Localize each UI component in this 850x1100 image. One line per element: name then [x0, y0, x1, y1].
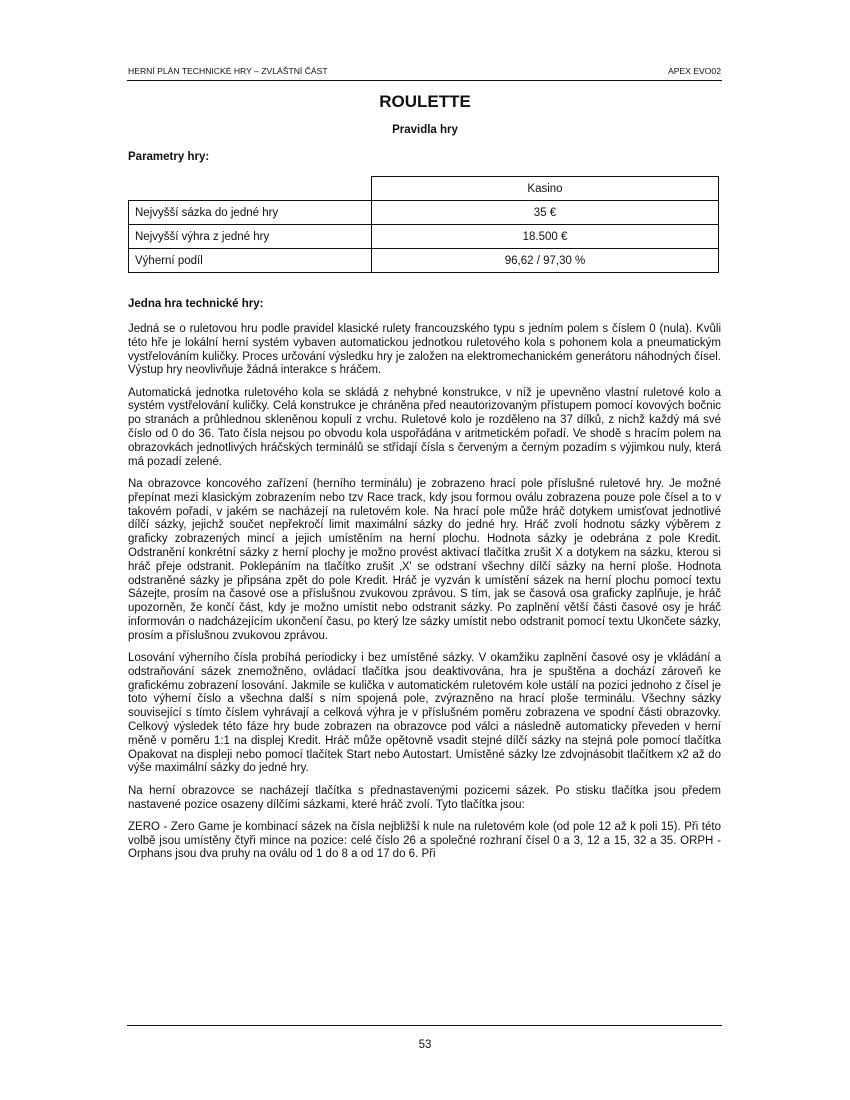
parameters-table: [128, 176, 719, 273]
table-row: [129, 201, 719, 225]
table-row-value: 96,62 / 97,30 %: [372, 249, 719, 273]
table-row-value: 18.500 €: [372, 225, 719, 249]
table-header-row: [129, 177, 719, 201]
table-header-empty-cell: [129, 177, 372, 201]
table-row-label: Nejvyšší výhra z jedné hry: [129, 225, 372, 249]
header-game-code: APEX EVO02: [667, 66, 721, 76]
section-heading: Jedna hra technické hry:: [128, 298, 264, 310]
paragraph: Na herní obrazovce se nacházejí tlačítka s přednastavenými pozicemi sázek. Po stisku tlačítka jsou předem nastavené pozice osazeny dílčími sázkami, které hráč zvolí. Tyto tlačítka jsou:: [128, 784, 721, 811]
footer-divider: [127, 1025, 722, 1026]
header-divider: [127, 80, 722, 81]
paragraph: Automatická jednotka ruletového kola se skládá z nehybné konstrukce, v níž je upevněno vlastní ruletové kolo a systém vystřelování kuličky. Celá konstrukce je chráněna před neautorizovaným přístupem pomocí kovových bočnic po stranách a průhlednou skleněnou kopulí z vrchu. Ruletové kolo je rozděleno na 37 dílků, z nichž každý má své číslo od 0 do 36. Tato čísla nejsou po obvodu kola uspořádána v aritmetickém pořadí. Ve shodě s hracím polem na obrazovkách jednotlivých hráčských terminálů se střídají čísla s červeným a černým pozadím s výjimkou nuly, která má pozadí zelené.: [128, 386, 721, 468]
page-subtitle: Pravidla hry: [392, 124, 458, 136]
table-column-header: Kasino: [372, 177, 719, 201]
paragraph: ZERO - Zero Game je kombinací sázek na čísla nejbližší k nule na ruletovém kole (od pole 12 až k poli 15). Při této volbě jsou umístěny čtyři mince na pozice: celé číslo 26 a společné rozhraní čísel 0 a 3, 12 a 15, 32 a 35. ORPH - Orphans jsou dva pruhy na oválu od 1 do 8 a od 17 do 6. Při: [128, 820, 721, 861]
table-row: [129, 225, 719, 249]
header-document-title: HERNÍ PLÁN TECHNICKÉ HRY – ZVLÁŠTNÍ ČÁST: [128, 66, 328, 76]
paragraph: Na obrazovce koncového zařízení (herního terminálu) je zobrazeno hrací pole příslušné ruletové hry. Je možné přepínat mezi klasickým zobrazením nebo tzv Race track, kdy jsou formou oválu zobrazena pouze pole čísel a to v takovém pořadí, v jakém se nacházejí na ruletovém kole. Na hrací pole může hráč dotykem umisťovat jednotlivé dílčí sázky, jejichž součet nepřekročí limit maximální sázky do jedné hry. Hráč zvolí hodnotu sázky výběrem z graficky zobrazených mincí a jejich umístěním na herní plochu. Hodnota sázky je odebrána z pole Kredit. Odstranění konkrétní sázky z herní plochy je možno provést aktivací tlačítka zrušit X a dotykem na sázku, kterou si hráč přeje odstranit. Poklepáním na tlačítko zrušit ‚X' se odstraní všechny dílčí sázky na herní ploše. Hodnota odstraněné sázky je připsána zpět do pole Kredit. Hráč je vyzván k umístění sázek na herní plochu pomocí textu Sázejte, prosím na časové ose a příslušnou zvukovou zprávou. S tím, jak se časová osa graficky zaplňuje, je hráč upozorněn, že končí část, kdy je možno umístit nebo odstranit sázky. Po zaplnění větší části časové osy je hráč informován o nadcházejícím ukončení času, po který lze sázky umístit nebo odstranit pomocí textu Ukončete sázky, prosím a příslušnou zvukovou zprávou.: [128, 477, 721, 642]
parameters-heading: Parametry hry:: [128, 151, 210, 163]
table-row-label: Výherní podíl: [129, 249, 372, 273]
paragraph: Losování výherního čísla probíhá periodicky i bez umístěné sázky. V okamžiku zaplnění časové osy je vkládání a odstraňování sázek znemožněno, ovládací tlačítka jsou deaktivována, hra je spuštěna a dochází zároveň ke grafickému zobrazení losování. Jakmile se kulička v automatickém ruletovém kole ustálí na pozici jednoho z čísel je toto výherní číslo a všechna další s ním spojená pole, zvýrazněno na hrací ploše terminálu. Všechny sázky související s tímto číslem vyhrávají a celková výhra je v příslušném poměru zobrazena ve spodní části obrazovky. Celkový výsledek této fáze hry bude zobrazen na obrazovce pod válci a následně automaticky převeden v herní měně v poměru 1:1 na displej Kredit. Hráč může opětovně vsadit stejné dílčí sázky na stejná pole pomocí tlačítka Opakovat na displeji nebo pomocí tlačítek Start nebo Autostart. Umístěné sázky lze zdvojnásobit tlačítkem x2 až do výše maximální sázky do jedné hry.: [128, 652, 721, 775]
paragraph: Jedná se o ruletovou hru podle pravidel klasické rulety francouzského typu s jedním polem s číslem 0 (nula). Kvůli této hře je lokální herní systém vybaven automatickou jednotkou ruletového kola s pohonem kola a pneumatickým vystřelováním kuličky. Proces určování výsledku hry je založen na elektromechanickém generátoru náhodných čísel. Výstup hry neovlivňuje žádná interakce s hráčem.: [128, 323, 721, 377]
table-row: [129, 249, 719, 273]
page-title: ROULETTE: [379, 92, 471, 111]
table-row-value: 35 €: [372, 201, 719, 225]
table-row-label: Nejvyšší sázka do jedné hry: [129, 201, 372, 225]
page-number: 53: [418, 1039, 432, 1051]
running-header: [128, 63, 721, 79]
section-body: [128, 323, 721, 871]
